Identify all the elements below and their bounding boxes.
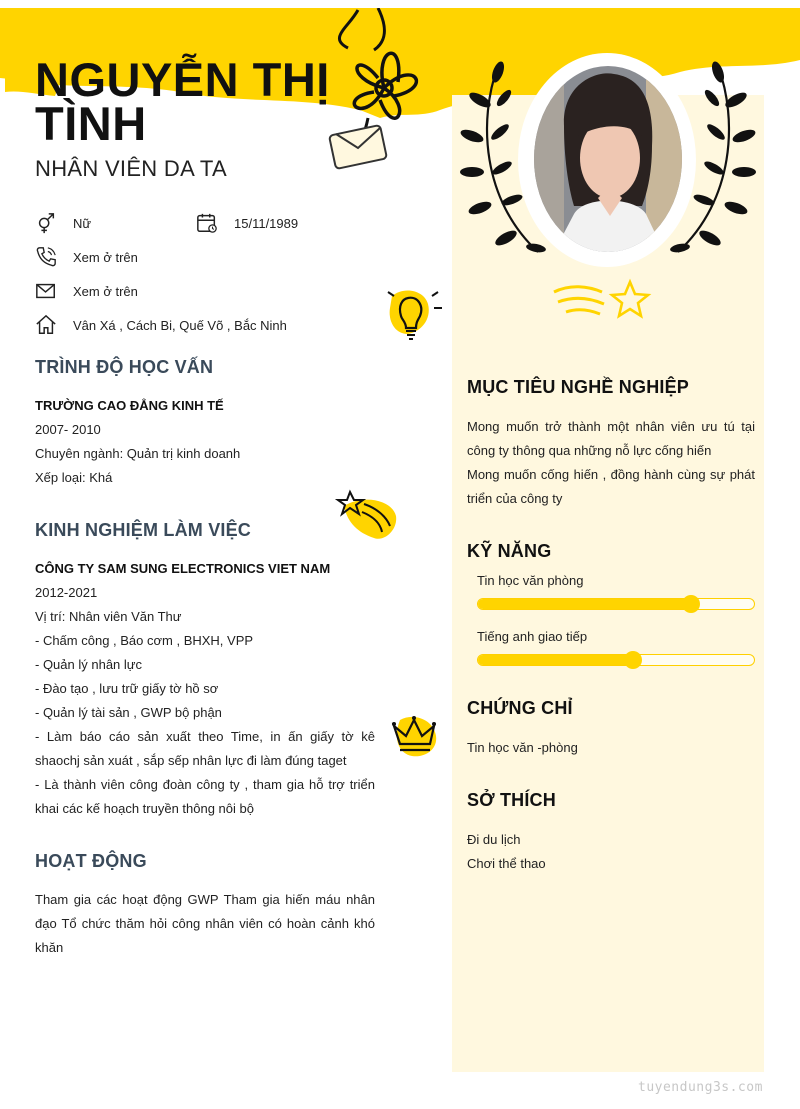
hobby-item: Đi du lịch bbox=[467, 832, 521, 847]
objective-title: MỤC TIÊU NGHỀ NGHIỆP bbox=[467, 377, 690, 397]
lightbulb-doodle-icon bbox=[384, 284, 448, 350]
avatar-portrait-icon bbox=[534, 66, 682, 252]
experience-duty: - Chấm công , Báo cơm , BHXH, VPP bbox=[35, 633, 254, 648]
education-major: Chuyên ngành: Quản trị kinh doanh bbox=[35, 446, 241, 461]
certificate-item: Tin học văn -phòng bbox=[467, 740, 578, 755]
experience-duty: - Đào tạo , lưu trữ giấy tờ hồ sơ bbox=[35, 681, 219, 696]
crown-doodle-icon bbox=[388, 710, 440, 760]
education-period: 2007- 2010 bbox=[35, 422, 101, 437]
avatar bbox=[534, 66, 682, 252]
education-title: TRÌNH ĐỘ HỌC VẤN bbox=[35, 357, 214, 377]
experience-period: 2012-2021 bbox=[35, 585, 98, 600]
shooting-star-doodle-icon bbox=[334, 486, 400, 546]
star-swoosh-icon bbox=[550, 278, 654, 326]
phone-row bbox=[35, 246, 138, 268]
skill-knob bbox=[624, 651, 642, 669]
home-icon bbox=[35, 314, 57, 336]
skills-title: KỸ NĂNG bbox=[467, 541, 552, 561]
email-row bbox=[35, 280, 138, 302]
address-value: Vân Xá , Cách Bi, Quế Võ , Bắc Ninh bbox=[73, 317, 287, 333]
activities-text: Tham gia các hoạt động GWP Tham gia hiến máu nhân đạo Tổ chức thăm hỏi công nhân viên có hoàn cảnh khó khăn bbox=[35, 892, 375, 955]
gender-value: Nữ bbox=[73, 215, 92, 231]
education-grade: Xếp loại: Khá bbox=[35, 470, 113, 485]
skill-bar-english bbox=[477, 654, 755, 666]
experience-duty: - Làm báo cáo sản xuất theo Time, in ấn giấy tờ kê shaochj sản xuát , sắp sếp nhân lực đi làm đúng taget bbox=[35, 729, 375, 768]
phone-value: Xem ở trên bbox=[73, 249, 138, 265]
calendar-icon bbox=[196, 212, 218, 234]
dob-row bbox=[196, 212, 298, 234]
hobbies-title: SỞ THÍCH bbox=[467, 790, 556, 810]
activities-title: HOẠT ĐỘNG bbox=[35, 851, 147, 871]
experience-duty: - Là thành viên công đoàn công ty , tham gia hỗ trợ triển khai các kế hoạch truyền thông nôi bộ bbox=[35, 777, 375, 816]
skill-fill bbox=[478, 655, 633, 665]
address-row bbox=[35, 314, 287, 336]
objective-line-1: Mong muốn trở thành một nhân viên ưu tú tại công ty thông qua những nỗ lực cống hiến bbox=[467, 419, 755, 458]
experience-duty: - Quản lý tài sản , GWP bộ phận bbox=[35, 705, 222, 720]
position-title: NHÂN VIÊN DA TA bbox=[35, 156, 227, 181]
objective-line-2: Mong muốn cống hiến , đồng hành cùng sự phát triển của công ty bbox=[467, 467, 755, 506]
name-line-1: NGUYỄN THỊ bbox=[35, 53, 330, 106]
candidate-name bbox=[35, 53, 395, 150]
skill-label: Tiếng anh giao tiếp bbox=[477, 629, 588, 644]
certificates-title: CHỨNG CHỈ bbox=[467, 698, 573, 718]
skill-knob bbox=[682, 595, 700, 613]
experience-role: Vị trí: Nhân viên Văn Thư bbox=[35, 609, 182, 624]
education-school: TRƯỜNG CAO ĐẲNG KINH TẾ bbox=[35, 398, 224, 413]
experience-duty: - Quản lý nhân lực bbox=[35, 657, 142, 672]
skill-bar-office bbox=[477, 598, 755, 610]
hobby-item: Chơi thể thao bbox=[467, 856, 546, 871]
phone-icon bbox=[35, 246, 57, 268]
name-line-2: TÌNH bbox=[35, 97, 147, 150]
experience-title: KINH NGHIỆM LÀM VIỆC bbox=[35, 520, 252, 540]
mail-icon bbox=[35, 280, 57, 302]
dob-value: 15/11/1989 bbox=[234, 215, 299, 231]
skill-fill bbox=[478, 599, 691, 609]
gender-icon bbox=[35, 212, 57, 234]
footer-watermark: tuyendung3s.com bbox=[638, 1080, 763, 1095]
experience-company: CÔNG TY SAM SUNG ELECTRONICS VIET NAM bbox=[35, 561, 331, 576]
email-value: Xem ở trên bbox=[73, 283, 138, 299]
gender-row bbox=[35, 212, 91, 234]
skill-label: Tin học văn phòng bbox=[477, 573, 584, 588]
